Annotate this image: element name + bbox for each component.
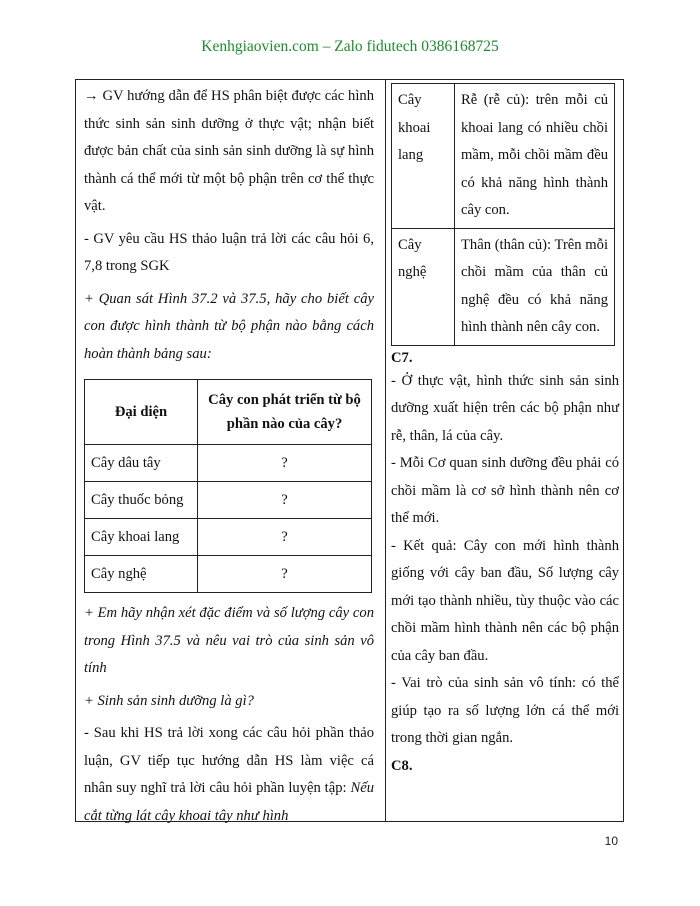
table-row xyxy=(85,445,372,482)
left-column xyxy=(84,80,374,830)
table-cell: Cây thuốc bỏng xyxy=(85,482,198,519)
table-row xyxy=(85,482,372,519)
page-number: 10 xyxy=(604,834,618,848)
c7-item: - Ở thực vật, hình thức sinh sản sinh dưỡng xuất hiện trên các bộ phận như rễ, thân, lá của cây. xyxy=(391,372,619,444)
left-paragraph-6-text: - Sau khi HS trả lời xong các câu hỏi phần thảo luận, GV tiếp tục hướng dẫn HS làm việc cá nhân suy nghĩ trả lời câu hỏi phần luyện tập: xyxy=(84,725,374,796)
left-paragraph-1: → GV hướng dẫn để HS phân biệt được các hình thức sinh sản sinh dưỡng ở thực vật; nhận biết được bản chất của sinh sản sinh dưỡng là sự hình thành cá thể mới từ một bộ phận trên cơ thể thực vật. xyxy=(84,88,374,214)
plant-table-header-cell: Đại diện xyxy=(85,380,198,445)
table-cell: Cây nghệ xyxy=(392,228,455,345)
plant-table-header-cell: Cây con phát triển từ bộ phần nào của cây? xyxy=(198,380,372,445)
header-contact: Zalo fidutech 0386168725 xyxy=(334,38,499,55)
table-row xyxy=(392,228,615,345)
c7-heading: C7. xyxy=(391,349,413,366)
table-cell: ? xyxy=(198,556,372,593)
table-row xyxy=(392,84,615,229)
left-paragraph-3: + Quan sát Hình 37.2 và 37.5, hãy cho biết cây con được hình thành từ bộ phận nào bằng cách hoàn thành bảng sau: xyxy=(84,290,374,362)
left-paragraph-5: + Sinh sản sinh dưỡng là gì? xyxy=(84,692,254,709)
plant-table xyxy=(84,379,372,593)
table-cell: Rễ (rễ củ): trên mỗi củ khoai lang có nhiều chồi mầm, mỗi chồi mầm đều có khả năng hình thành cây con. xyxy=(455,84,615,229)
c7-item: - Kết quả: Cây con mới hình thành giống với cây ban đầu, Số lượng cây mới tạo thành nhiều, tùy thuộc vào các chồi mầm hình thành nên các bộ phận của cây ban đầu. xyxy=(391,537,619,664)
table-row xyxy=(85,556,372,593)
c8-heading: C8. xyxy=(391,757,413,774)
header-separator: – xyxy=(318,38,335,55)
header-site: Kenhgiaovien.com xyxy=(201,38,319,55)
c7-item: - Mỗi Cơ quan sinh dưỡng đều phải có chồi mầm là cơ sở hình thành nên cơ thể mới. xyxy=(391,455,619,526)
c7-item: - Vai trò của sinh sản vô tính: có thể giúp tạo ra số lượng lớn cá thể mới trong thời gian ngắn. xyxy=(391,675,619,746)
table-cell: ? xyxy=(198,519,372,556)
plant-table-header xyxy=(85,380,372,445)
left-paragraph-6 xyxy=(84,720,374,830)
page-header xyxy=(0,38,700,56)
table-cell: Cây nghệ xyxy=(85,556,198,593)
content-table xyxy=(75,79,624,822)
table-cell: ? xyxy=(198,445,372,482)
column-divider xyxy=(385,80,386,821)
answer-table xyxy=(391,83,615,346)
left-paragraph-2: - GV yêu cầu HS thảo luận trả lời các câu hỏi 6, 7,8 trong SGK xyxy=(84,230,374,274)
left-paragraph-4: + Em hãy nhận xét đặc điểm và số lượng cây con trong Hình 37.5 và nêu vai trò của sinh sản vô tính xyxy=(84,605,374,676)
table-cell: Cây dâu tây xyxy=(85,445,198,482)
table-row xyxy=(85,519,372,556)
left-paragraph-6-italic: Nếu cắt từng lát cây khoai tây như hình xyxy=(84,780,374,824)
table-cell: Cây khoai lang xyxy=(85,519,198,556)
table-cell: Thân (thân củ): Trên mỗi chồi mầm của thân củ nghệ đều có khả năng hình thành nên cây con. xyxy=(455,228,615,345)
table-cell: ? xyxy=(198,482,372,519)
right-column xyxy=(391,80,619,780)
table-cell: Cây khoai lang xyxy=(392,84,455,229)
